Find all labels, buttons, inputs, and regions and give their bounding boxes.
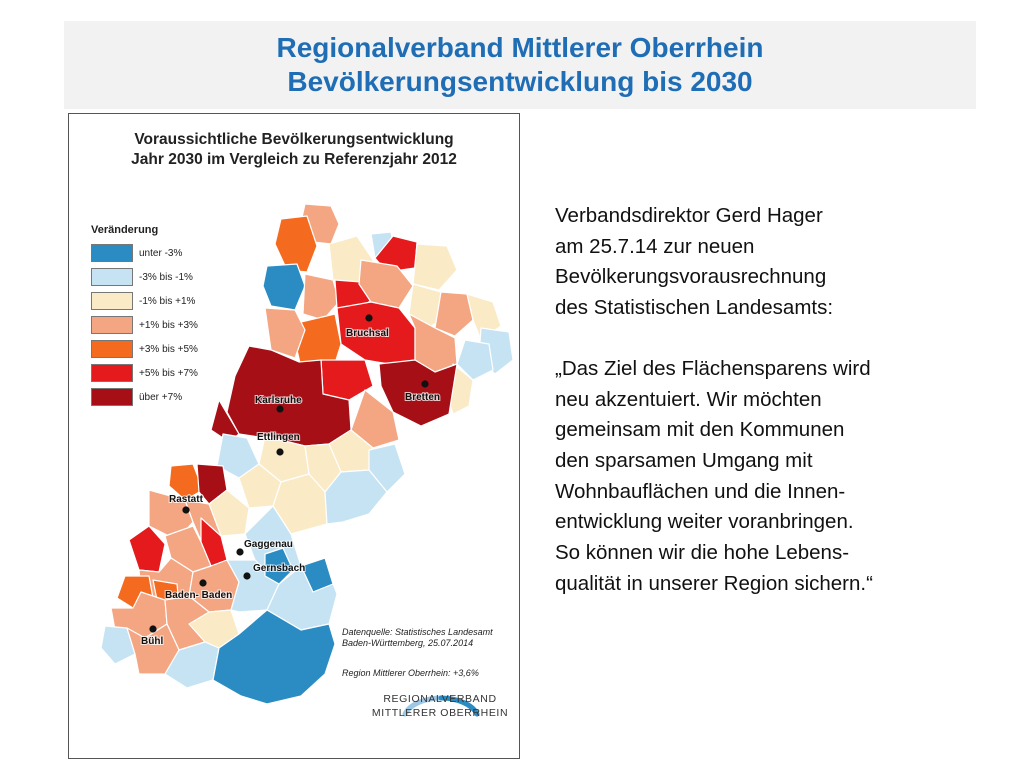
logo-line2: MITTLERER OBERRHEIN xyxy=(371,707,509,719)
quote-line: am 25.7.14 zur neuen xyxy=(555,234,755,258)
legend-swatch xyxy=(91,316,133,334)
map-legend xyxy=(91,224,198,409)
quote-line: qualität in unserer Region sichern.“ xyxy=(555,571,873,595)
city-dot-ettlingen xyxy=(276,448,283,455)
quote-line: „Das Ziel des Flächensparens wird xyxy=(555,356,871,380)
regionalverband-logo xyxy=(365,692,515,720)
city-dot-bretten xyxy=(421,380,428,387)
city-dot-rastatt xyxy=(182,506,189,513)
quote-line: So können wir die hohe Lebens- xyxy=(555,541,850,565)
city-dot-buehl xyxy=(149,625,156,632)
city-label-buehl: Bühl xyxy=(141,636,164,647)
quote-body xyxy=(555,354,975,600)
legend-item xyxy=(91,385,198,409)
city-label-baden-baden: Baden- Baden xyxy=(165,590,233,601)
legend-swatch xyxy=(91,340,133,358)
quote-line: Verbandsdirektor Gerd Hager xyxy=(555,204,823,227)
city-dot-karlsruhe xyxy=(276,405,283,412)
quote-line: gemeinsam mit den Kommunen xyxy=(555,418,845,442)
legend-item xyxy=(91,337,198,361)
city-dot-baden-baden xyxy=(199,579,206,586)
population-map xyxy=(68,113,520,759)
city-dot-gaggenau xyxy=(236,548,243,555)
municipality xyxy=(413,244,457,290)
municipality xyxy=(435,292,473,336)
legend-item xyxy=(91,361,198,385)
legend-swatch xyxy=(91,268,133,286)
city-dot-bruchsal xyxy=(365,314,372,321)
map-title-line2: Jahr 2030 im Vergleich zu Referenzjahr 2012 xyxy=(131,151,457,168)
legend-title: Veränderung xyxy=(91,224,159,236)
city-label-bruchsal: Bruchsal xyxy=(346,328,389,339)
map-title xyxy=(69,130,519,170)
city-label-rastatt: Rastatt xyxy=(169,494,203,505)
city-label-bretten: Bretten xyxy=(405,392,441,403)
legend-label: +3% bis +5% xyxy=(139,343,198,355)
slide-title-line1: Regionalverband Mittlerer Oberrhein xyxy=(276,32,764,63)
logo-line1: REGIONALVERBAND xyxy=(383,693,497,705)
quote-intro xyxy=(555,201,975,324)
legend-label: unter -3% xyxy=(139,247,183,259)
legend-item xyxy=(91,289,198,313)
legend-label: +1% bis +3% xyxy=(139,319,198,331)
legend-label: -1% bis +1% xyxy=(139,295,196,307)
quote-line: den sparsamen Umgang mit xyxy=(555,448,813,472)
city-label-gaggenau: Gaggenau xyxy=(244,539,293,550)
legend-swatch xyxy=(91,388,133,406)
legend-item xyxy=(91,265,198,289)
legend-swatch xyxy=(91,364,133,382)
legend-swatch xyxy=(91,244,133,262)
city-label-gernsbach: Gernsbach xyxy=(253,563,306,574)
quote-text xyxy=(555,201,975,599)
city-dot-gernsbach xyxy=(243,572,250,579)
quote-line: Wohnbauflächen und die Innen- xyxy=(555,479,846,503)
legend-rows xyxy=(91,241,198,409)
legend-item xyxy=(91,241,198,265)
legend-label: über +7% xyxy=(139,391,183,403)
quote-line: des Statistischen Landesamts: xyxy=(555,296,834,320)
quote-line: entwicklung weiter voranbringen. xyxy=(555,510,854,534)
legend-item xyxy=(91,313,198,337)
city-label-karlsruhe: Karlsruhe xyxy=(255,395,302,406)
slide-title-line2: Bevölkerungsentwicklung bis 2030 xyxy=(287,66,753,97)
municipality xyxy=(263,264,305,310)
municipality xyxy=(303,274,339,320)
city-label-ettlingen: Ettlingen xyxy=(257,432,300,443)
legend-swatch xyxy=(91,292,133,310)
paragraph-gap xyxy=(555,324,975,354)
source-line1: Datenquelle: Statistisches Landesamt xyxy=(342,627,493,637)
legend-label: +5% bis +7% xyxy=(139,367,198,379)
data-source xyxy=(342,627,493,649)
map-title-line1: Voraussichtliche Bevölkerungsentwicklung xyxy=(134,131,454,148)
map-graphic xyxy=(69,114,519,758)
municipality xyxy=(129,526,165,572)
legend-label: -3% bis -1% xyxy=(139,271,193,283)
slide-header xyxy=(64,21,976,109)
quote-line: neu akzentuiert. Wir möchten xyxy=(555,387,822,411)
region-total: Region Mittlerer Oberrhein: +3,6% xyxy=(342,668,479,678)
source-line2: Baden-Württemberg, 25.07.2014 xyxy=(342,638,474,648)
quote-line: Bevölkerungsvorausrechnung xyxy=(555,265,827,289)
